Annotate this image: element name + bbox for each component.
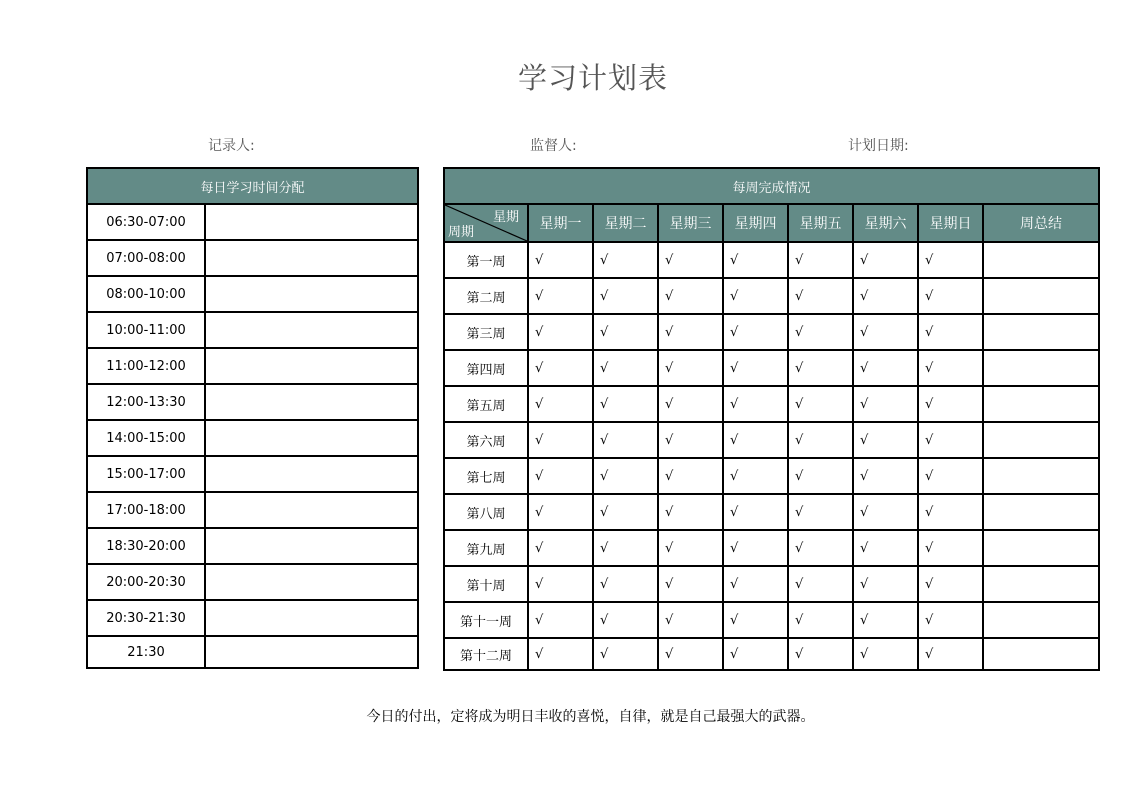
time-slot: 18:30-20:00 [87, 528, 205, 564]
check-cell[interactable]: √ [528, 530, 593, 566]
check-cell[interactable]: √ [658, 242, 723, 278]
table-row [87, 456, 418, 492]
plan-entry-cell[interactable] [205, 420, 418, 456]
check-cell[interactable]: √ [658, 494, 723, 530]
check-cell[interactable]: √ [788, 386, 853, 422]
time-slot: 14:00-15:00 [87, 420, 205, 456]
day-header: 星期一 [528, 204, 593, 242]
check-cell[interactable]: √ [723, 242, 788, 278]
check-cell[interactable]: √ [853, 278, 918, 314]
table-row [87, 564, 418, 600]
check-cell[interactable]: √ [788, 350, 853, 386]
table-row [444, 458, 1099, 494]
check-cell[interactable]: √ [593, 278, 658, 314]
check-cell[interactable]: √ [593, 602, 658, 638]
corner-header [444, 204, 528, 242]
plan-entry-cell[interactable] [205, 276, 418, 312]
time-slot: 21:30 [87, 636, 205, 668]
check-cell[interactable]: √ [528, 638, 593, 670]
check-cell[interactable]: √ [918, 530, 983, 566]
week-label: 第五周 [444, 386, 528, 422]
week-label: 第七周 [444, 458, 528, 494]
check-cell[interactable]: √ [593, 350, 658, 386]
time-slot: 20:30-21:30 [87, 600, 205, 636]
summary-cell[interactable] [983, 530, 1099, 566]
check-cell[interactable]: √ [658, 278, 723, 314]
summary-cell[interactable] [983, 350, 1099, 386]
check-cell[interactable]: √ [658, 530, 723, 566]
check-cell[interactable]: √ [788, 638, 853, 670]
check-cell[interactable]: √ [593, 242, 658, 278]
check-cell[interactable]: √ [918, 638, 983, 670]
plan-entry-cell[interactable] [205, 636, 418, 668]
week-label: 第六周 [444, 422, 528, 458]
check-cell[interactable]: √ [918, 242, 983, 278]
summary-cell[interactable] [983, 242, 1099, 278]
week-label: 第二周 [444, 278, 528, 314]
check-cell[interactable]: √ [528, 350, 593, 386]
check-cell[interactable]: √ [853, 458, 918, 494]
check-cell[interactable]: √ [528, 278, 593, 314]
check-cell[interactable]: √ [918, 602, 983, 638]
summary-cell[interactable] [983, 566, 1099, 602]
check-cell[interactable]: √ [593, 566, 658, 602]
day-header: 星期六 [853, 204, 918, 242]
check-cell[interactable]: √ [528, 494, 593, 530]
time-slot: 11:00-12:00 [87, 348, 205, 384]
check-cell[interactable]: √ [788, 458, 853, 494]
time-slot: 07:00-08:00 [87, 240, 205, 276]
check-cell[interactable]: √ [788, 314, 853, 350]
check-cell[interactable]: √ [528, 314, 593, 350]
table-row [444, 638, 1099, 670]
check-cell[interactable]: √ [593, 314, 658, 350]
summary-cell[interactable] [983, 386, 1099, 422]
table-row [444, 494, 1099, 530]
table-row [444, 422, 1099, 458]
check-cell[interactable]: √ [853, 602, 918, 638]
table-row [87, 600, 418, 636]
table-row [87, 384, 418, 420]
summary-cell[interactable] [983, 422, 1099, 458]
check-cell[interactable]: √ [723, 566, 788, 602]
summary-cell[interactable] [983, 278, 1099, 314]
plan-entry-cell[interactable] [205, 240, 418, 276]
table-row [87, 528, 418, 564]
week-label: 第三周 [444, 314, 528, 350]
check-cell[interactable]: √ [723, 530, 788, 566]
check-cell[interactable]: √ [723, 422, 788, 458]
check-cell[interactable]: √ [658, 314, 723, 350]
day-header: 星期日 [918, 204, 983, 242]
check-cell[interactable]: √ [528, 566, 593, 602]
week-label: 第八周 [444, 494, 528, 530]
day-header: 星期五 [788, 204, 853, 242]
check-cell[interactable]: √ [723, 314, 788, 350]
summary-cell[interactable] [983, 494, 1099, 530]
summary-cell[interactable] [983, 638, 1099, 670]
week-label: 第九周 [444, 530, 528, 566]
time-slot: 15:00-17:00 [87, 456, 205, 492]
check-cell[interactable]: √ [918, 494, 983, 530]
check-cell[interactable]: √ [723, 386, 788, 422]
check-cell[interactable]: √ [593, 458, 658, 494]
plan-entry-cell[interactable] [205, 384, 418, 420]
supervisor-label: 监督人: [530, 138, 577, 154]
daily-schedule-table [86, 167, 419, 669]
time-slot: 12:00-13:30 [87, 384, 205, 420]
check-cell[interactable]: √ [528, 242, 593, 278]
table-row [444, 566, 1099, 602]
table-row [444, 350, 1099, 386]
plan-entry-cell[interactable] [205, 312, 418, 348]
summary-cell[interactable] [983, 314, 1099, 350]
check-cell[interactable]: √ [918, 458, 983, 494]
check-cell[interactable]: √ [788, 422, 853, 458]
time-slot: 06:30-07:00 [87, 204, 205, 240]
check-cell[interactable]: √ [658, 638, 723, 670]
check-cell[interactable]: √ [658, 386, 723, 422]
plan-date-label: 计划日期: [848, 138, 909, 154]
check-cell[interactable]: √ [853, 242, 918, 278]
plan-entry-cell[interactable] [205, 564, 418, 600]
check-cell[interactable]: √ [528, 602, 593, 638]
recorder-label: 记录人: [208, 138, 255, 154]
time-slot: 10:00-11:00 [87, 312, 205, 348]
table-row [87, 204, 418, 240]
day-header: 星期四 [723, 204, 788, 242]
table-row [87, 636, 418, 668]
table-row [87, 420, 418, 456]
plan-entry-cell[interactable] [205, 528, 418, 564]
table-row [444, 530, 1099, 566]
check-cell[interactable]: √ [918, 422, 983, 458]
table-row [444, 278, 1099, 314]
check-cell[interactable]: √ [528, 386, 593, 422]
check-cell[interactable]: √ [658, 602, 723, 638]
check-cell[interactable]: √ [593, 422, 658, 458]
check-cell[interactable]: √ [918, 386, 983, 422]
table-row [444, 386, 1099, 422]
check-cell[interactable]: √ [658, 458, 723, 494]
plan-entry-cell[interactable] [205, 492, 418, 528]
check-cell[interactable]: √ [723, 638, 788, 670]
table-row [87, 240, 418, 276]
plan-entry-cell[interactable] [205, 456, 418, 492]
check-cell[interactable]: √ [723, 350, 788, 386]
week-label: 第十周 [444, 566, 528, 602]
motto-text: 今日的付出，定将成为明日丰收的喜悦，自律，就是自己最强大的武器。 [366, 709, 815, 725]
check-cell[interactable]: √ [788, 602, 853, 638]
corner-week-label: 周期 [448, 225, 475, 240]
check-cell[interactable]: √ [658, 350, 723, 386]
time-slot: 17:00-18:00 [87, 492, 205, 528]
summary-cell[interactable] [983, 602, 1099, 638]
check-cell[interactable]: √ [918, 314, 983, 350]
check-cell[interactable]: √ [658, 566, 723, 602]
check-cell[interactable]: √ [528, 458, 593, 494]
week-label: 第十一周 [444, 602, 528, 638]
table-row [87, 492, 418, 528]
check-cell[interactable]: √ [788, 530, 853, 566]
check-cell[interactable]: √ [853, 494, 918, 530]
day-header: 星期三 [658, 204, 723, 242]
check-cell[interactable]: √ [593, 638, 658, 670]
table-row [444, 314, 1099, 350]
check-cell[interactable]: √ [723, 278, 788, 314]
check-cell[interactable]: √ [723, 602, 788, 638]
table-row [87, 276, 418, 312]
summary-cell[interactable] [983, 458, 1099, 494]
check-cell[interactable]: √ [853, 350, 918, 386]
weekly-progress-header: 每周完成情况 [444, 168, 1099, 204]
check-cell[interactable]: √ [723, 458, 788, 494]
week-label: 第十二周 [444, 638, 528, 670]
page-title: 学习计划表 [517, 61, 668, 95]
week-label: 第四周 [444, 350, 528, 386]
check-cell[interactable]: √ [593, 494, 658, 530]
check-cell[interactable]: √ [853, 422, 918, 458]
day-header: 星期二 [593, 204, 658, 242]
summary-header: 周总结 [983, 204, 1099, 242]
check-cell[interactable]: √ [918, 566, 983, 602]
daily-schedule-header: 每日学习时间分配 [87, 168, 418, 204]
check-cell[interactable]: √ [853, 386, 918, 422]
time-slot: 20:00-20:30 [87, 564, 205, 600]
table-row [87, 348, 418, 384]
table-row [444, 242, 1099, 278]
check-cell[interactable]: √ [788, 278, 853, 314]
check-cell[interactable]: √ [853, 566, 918, 602]
check-cell[interactable]: √ [593, 530, 658, 566]
check-cell[interactable]: √ [658, 422, 723, 458]
check-cell[interactable]: √ [788, 494, 853, 530]
check-cell[interactable]: √ [723, 494, 788, 530]
time-slot: 08:00-10:00 [87, 276, 205, 312]
plan-entry-cell[interactable] [205, 204, 418, 240]
table-row [444, 602, 1099, 638]
check-cell[interactable]: √ [918, 350, 983, 386]
check-cell[interactable]: √ [788, 242, 853, 278]
plan-entry-cell[interactable] [205, 348, 418, 384]
plan-entry-cell[interactable] [205, 600, 418, 636]
check-cell[interactable]: √ [853, 638, 918, 670]
check-cell[interactable]: √ [593, 386, 658, 422]
check-cell[interactable]: √ [788, 566, 853, 602]
check-cell[interactable]: √ [853, 314, 918, 350]
check-cell[interactable]: √ [853, 530, 918, 566]
corner-day-label: 星期 [492, 210, 519, 225]
table-row [87, 312, 418, 348]
week-label: 第一周 [444, 242, 528, 278]
weekly-progress-table [443, 167, 1100, 671]
check-cell[interactable]: √ [918, 278, 983, 314]
check-cell[interactable]: √ [528, 422, 593, 458]
